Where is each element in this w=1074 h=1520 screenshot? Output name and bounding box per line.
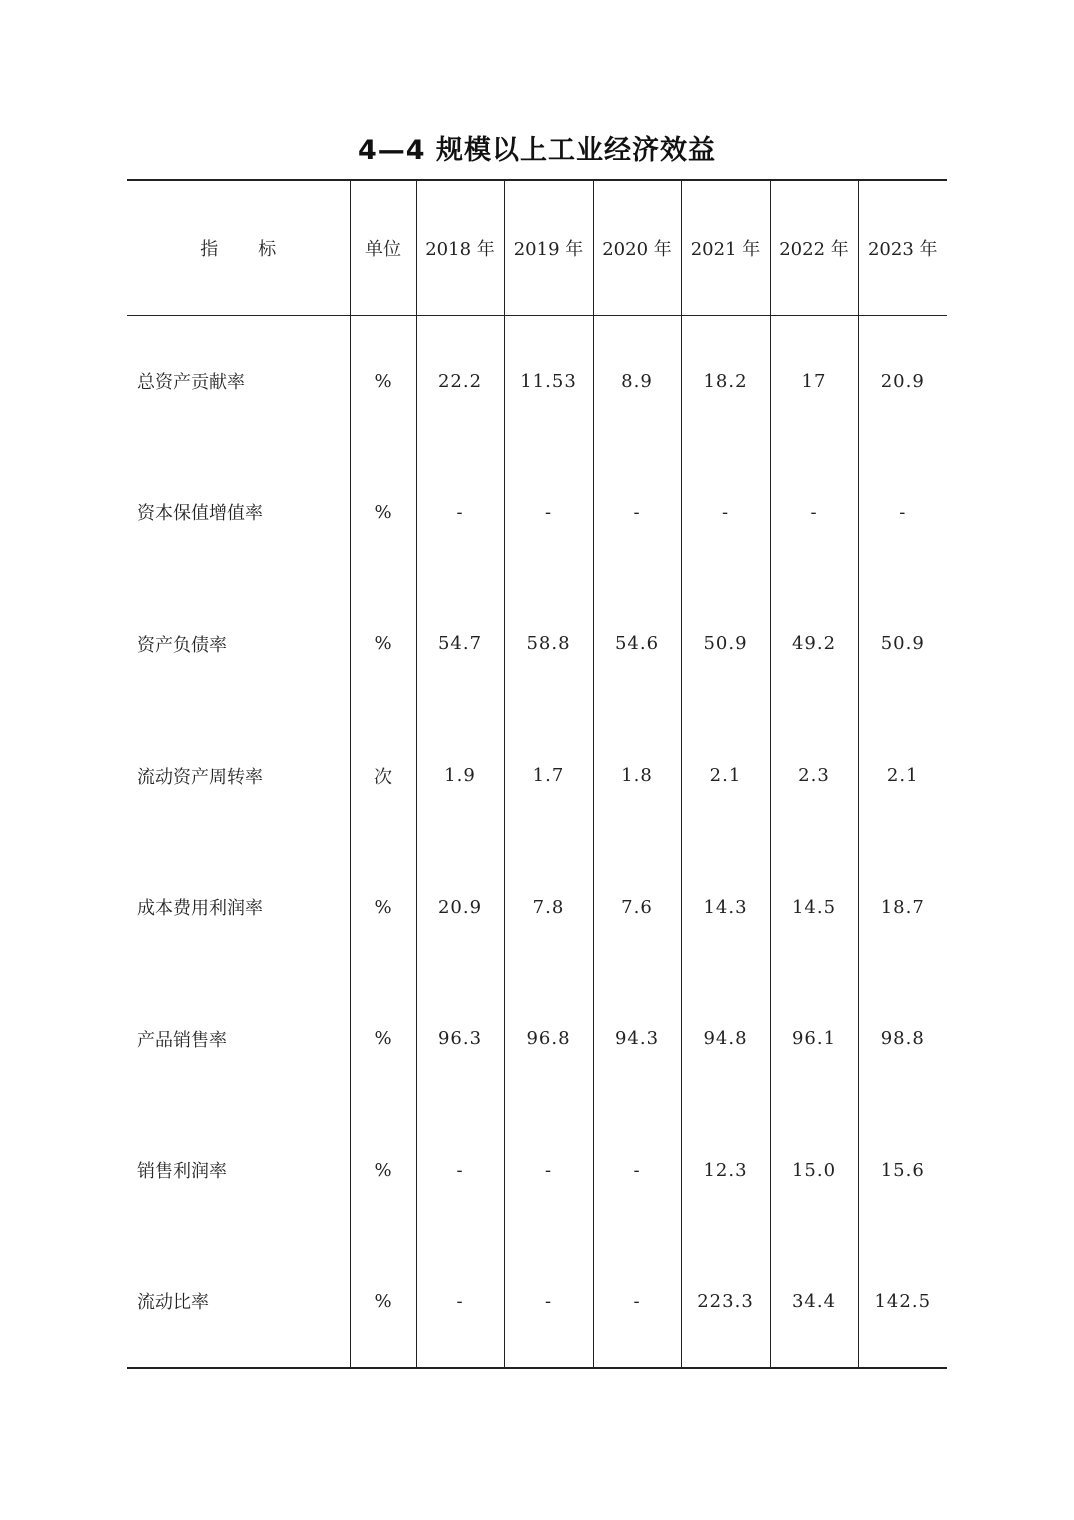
unit-cell: % <box>350 578 416 710</box>
value-cell: 2.1 <box>858 710 947 842</box>
value-cell: - <box>416 447 504 579</box>
unit-cell: % <box>350 1236 416 1368</box>
value-cell: 11.53 <box>504 315 593 447</box>
value-cell: 54.6 <box>593 578 681 710</box>
value-cell: 223.3 <box>681 1236 770 1368</box>
value-cell: 15.0 <box>770 1105 858 1237</box>
table-row <box>127 447 947 579</box>
value-cell: 18.2 <box>681 315 770 447</box>
value-cell: 14.5 <box>770 841 858 973</box>
value-cell: 50.9 <box>681 578 770 710</box>
table-row <box>127 710 947 842</box>
value-cell: 94.3 <box>593 973 681 1105</box>
value-cell: - <box>504 447 593 579</box>
value-cell: 7.6 <box>593 841 681 973</box>
unit-cell: % <box>350 841 416 973</box>
table-row <box>127 315 947 447</box>
value-cell: 7.8 <box>504 841 593 973</box>
value-cell: 18.7 <box>858 841 947 973</box>
value-cell: 14.3 <box>681 841 770 973</box>
value-cell: 1.8 <box>593 710 681 842</box>
value-cell: 34.4 <box>770 1236 858 1368</box>
value-cell: 96.3 <box>416 973 504 1105</box>
indicator-name: 销售利润率 <box>137 1161 227 1183</box>
value-cell: - <box>681 447 770 579</box>
value-cell: 96.8 <box>504 973 593 1105</box>
value-cell: - <box>504 1236 593 1368</box>
value-cell: 58.8 <box>504 578 593 710</box>
unit-cell: % <box>350 315 416 447</box>
year-header: 2022 年 <box>770 180 858 315</box>
value-cell: 12.3 <box>681 1105 770 1237</box>
value-cell: - <box>504 1105 593 1237</box>
value-cell: 49.2 <box>770 578 858 710</box>
value-cell: - <box>858 447 947 579</box>
year-header: 2021 年 <box>681 180 770 315</box>
year-header: 2023 年 <box>858 180 947 315</box>
unit-cell: 次 <box>350 710 416 842</box>
indicator-header-left: 指 <box>200 238 219 260</box>
value-cell: 20.9 <box>416 841 504 973</box>
value-cell: - <box>593 447 681 579</box>
table-row <box>127 578 947 710</box>
table-row <box>127 1236 947 1368</box>
indicator-header <box>127 180 350 315</box>
table-row <box>127 973 947 1105</box>
indicator-name: 流动资产周转率 <box>137 766 263 788</box>
indicator-name: 流动比率 <box>127 1236 350 1368</box>
value-cell: 142.5 <box>858 1236 947 1368</box>
value-cell: 96.1 <box>770 973 858 1105</box>
value-cell: 94.8 <box>681 973 770 1105</box>
value-cell: 50.9 <box>858 578 947 710</box>
indicator-name: 资本保值增值率 <box>137 503 263 525</box>
value-cell: 2.3 <box>770 710 858 842</box>
indicator-name: 总资产贡献率 <box>137 372 245 394</box>
indicator-name: 成本费用利润率 <box>137 898 263 920</box>
value-cell: 15.6 <box>858 1105 947 1237</box>
value-cell: - <box>770 447 858 579</box>
value-cell: 8.9 <box>593 315 681 447</box>
unit-cell: % <box>350 973 416 1105</box>
value-cell: 20.9 <box>858 315 947 447</box>
indicator-name: 资产负债率 <box>137 634 227 656</box>
value-cell: 2.1 <box>681 710 770 842</box>
value-cell: 98.8 <box>858 973 947 1105</box>
indicator-name: 产品销售率 <box>137 1029 227 1051</box>
year-header: 2018 年 <box>416 180 504 315</box>
value-cell: - <box>416 1105 504 1237</box>
value-cell: 22.2 <box>416 315 504 447</box>
year-header: 2019 年 <box>504 180 593 315</box>
table-row <box>127 841 947 973</box>
unit-cell: % <box>350 1105 416 1237</box>
value-cell: - <box>593 1236 681 1368</box>
table-header-row <box>127 180 947 315</box>
page-title: 4—4 规模以上工业经济效益 <box>358 135 716 166</box>
value-cell: 54.7 <box>416 578 504 710</box>
value-cell: 1.7 <box>504 710 593 842</box>
table-row <box>127 1105 947 1237</box>
value-cell: 1.9 <box>416 710 504 842</box>
indicator-header-right: 标 <box>258 238 277 260</box>
year-header: 2020 年 <box>593 180 681 315</box>
economic-benefit-table <box>127 179 947 1369</box>
unit-header: 单位 <box>350 180 416 315</box>
value-cell: 17 <box>770 315 858 447</box>
unit-cell: % <box>350 447 416 579</box>
value-cell: - <box>593 1105 681 1237</box>
value-cell: - <box>416 1236 504 1368</box>
